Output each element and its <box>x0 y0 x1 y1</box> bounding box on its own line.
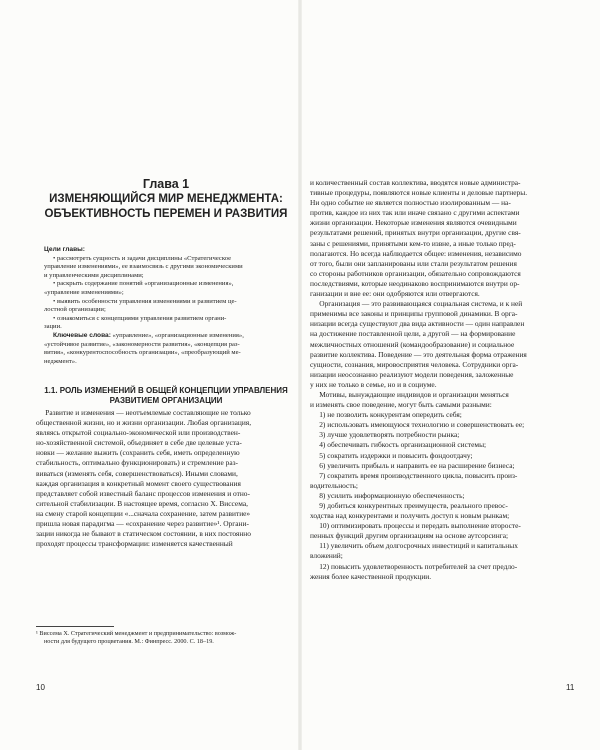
text-line: со стороны работников организации, обязательно сопровождаются <box>310 268 521 278</box>
goal-line: «управление изменениями»; <box>44 288 124 296</box>
keywords-line: «устойчивое развитие», «закономерности развития», «концепция раз- <box>44 340 240 348</box>
text-line: Развитие и изменения — неотъемлемые составляющие не только <box>36 408 251 417</box>
goal-line: • выявить особенности управления изменениями и развитием це- <box>53 297 237 305</box>
text-line: 9) добиться конкурентных преимуществ, реального превос- <box>310 501 508 510</box>
text-line: полагаются. Но всегда наблюдается общее: изменения, независимо <box>310 248 522 258</box>
text-line: межличностных отношений (командообразование) и социальное <box>310 339 515 349</box>
keywords-line: неджмент». <box>44 357 77 365</box>
text-line: представляет собой известный баланс процессов изменения и отно- <box>36 488 250 498</box>
goal-line: лостной организации; <box>44 306 106 314</box>
right-page <box>300 0 600 750</box>
text-line: новки — желание выжить (сохранить себя, иметь определенную <box>36 448 240 458</box>
page-number-right: 11 <box>566 683 575 692</box>
text-line: 11) увеличить объем долгосрочных инвестиций и капитальных <box>310 541 518 551</box>
text-line: и количественный состав коллектива, вводятся новые администра- <box>310 178 521 187</box>
goal-item <box>44 298 292 315</box>
section-heading <box>40 386 292 406</box>
text-line: на смену старой концепции «...сначала сохранение, затем развитие» <box>36 508 251 518</box>
text-line: 4) обеспечивать гибкость организационной системы; <box>310 440 487 450</box>
text-line: проходят процессы трансформации: изменяется качественный <box>36 539 233 549</box>
footnote-line: ¹ Виссема Х. Стратегический менеджмент и предпринимательство: возмож- <box>36 630 237 637</box>
text-line: у них не только в семье, но и в социуме. <box>310 379 437 389</box>
chapter-title-line: ОБЪЕКТИВНОСТЬ ПЕРЕМЕН И РАЗВИТИЯ <box>44 208 288 220</box>
footnote <box>36 630 292 646</box>
text-line: 3) лучше удовлетворять потребности рынка; <box>310 430 460 440</box>
text-line: стабильность, оптимально функционировать) и стремление раз- <box>36 458 238 468</box>
text-line: каждая организация в конкретный момент своего существования <box>36 478 241 488</box>
text-line: Мотивы, вынуждающие индивидов и организации меняться <box>310 389 509 399</box>
text-line: общественной жизни, но и жизни организации. Любая организация, <box>36 418 252 428</box>
keywords <box>44 332 292 366</box>
goals-heading: Цели главы: <box>44 246 85 253</box>
text-line: Организация — это развивающаяся социальная система, и к ней <box>310 299 523 309</box>
text-line: 12) повысить удовлетворенность потребителей за счет предло- <box>310 561 518 571</box>
chapter-goals <box>44 246 292 332</box>
text-line: результатами решений, принятых внутри организации, другие свя- <box>310 228 521 238</box>
text-line: Ни одно событие не является полностью изолированным — на- <box>310 198 511 208</box>
goal-line: • ознакомиться с концепциями управления развитием органи- <box>53 314 227 322</box>
text-line: сущности, сознания, мировосприятия человека. Сотрудники орга- <box>310 359 519 369</box>
goal-item <box>44 255 292 281</box>
text-line: последствиями, которые неодинаково воспринимаются внутри ор- <box>310 278 520 288</box>
text-line: пенных функций другим организациям на основе аутсорсинга; <box>310 531 509 541</box>
text-line: водительность; <box>310 480 358 490</box>
section-heading-line: РАЗВИТИЕМ ОРГАНИЗАЦИИ <box>109 396 223 405</box>
goal-line: • раскрыть содержание понятий «организационные изменения», <box>53 280 234 288</box>
goal-item <box>44 315 292 332</box>
text-line: применимы все законы и принципы групповой динамики. В орга- <box>310 309 518 319</box>
text-line: жения более качественной продукции. <box>310 571 432 581</box>
text-line: но-хозяйственной системой, объединяет в себе две целевые уста- <box>36 438 242 448</box>
footnote-rule <box>36 626 114 627</box>
text-line: ганизации и вне ее: они одобряются или отвергаются. <box>310 289 480 299</box>
text-line: против, каждое из них так или иначе связано с другими аспектами <box>310 208 520 218</box>
goal-item <box>44 280 292 297</box>
text-line: являясь открытой социально-экономической или производствен- <box>36 428 241 438</box>
page-number-left: 10 <box>36 683 45 692</box>
text-line: развитие коллектива. Поведение — это деятельная форма отражения <box>310 349 527 359</box>
keywords-line: вития», «конкурентоспособность организации», «преобразующий ме- <box>44 349 241 357</box>
left-body-text <box>36 408 292 549</box>
text-line: 8) усилить информационную обеспеченность; <box>310 490 465 500</box>
text-line: сительной стабилизации. В настоящее время, согласно Х. Виссема, <box>36 498 248 508</box>
text-line: зации никогда не бывают в статическом состоянии, в них постоянно <box>36 529 251 539</box>
footnote-line: ности для будущего процветания. М.: Финпресс. 2000. С. 18–19. <box>44 638 214 645</box>
text-line: 7) сократить время производственного цикла, повысить произ- <box>310 470 518 480</box>
text-line: 2) использовать имеющуюся технологию и совершенствовать ее; <box>310 420 525 430</box>
text-line: ходства над конкурентами и получить доступ к новым рынкам; <box>310 511 510 521</box>
goal-line: зации. <box>44 323 62 331</box>
text-line: на достижение поставленной цели, а другой — на формирование <box>310 329 516 339</box>
section-heading-line: 1.1. РОЛЬ ИЗМЕНЕНИЙ В ОБЩЕЙ КОНЦЕПЦИИ УПРАВЛЕНИЯ <box>44 386 288 395</box>
right-body-text <box>310 178 572 582</box>
text-line: и изменять свое поведение, могут быть самыми разными: <box>310 400 492 410</box>
keywords-line: «управление», «организационные изменения», <box>110 332 244 339</box>
goal-line: • рассмотреть сущность и задачи дисциплины «Стратегическое <box>53 254 232 262</box>
chapter-title-line: ИЗМЕНЯЮЩИЙСЯ МИР МЕНЕДЖМЕНТА: <box>49 193 283 205</box>
text-line: 10) оптимизировать процессы и передать выполнение второсте- <box>310 521 521 531</box>
goal-line: и управленческими дисциплинами; <box>44 271 144 279</box>
text-line: 1) не позволить конкурентам опередить себя; <box>310 410 462 420</box>
chapter-label: Глава 1 <box>142 177 190 191</box>
text-line: жизни организации. Некоторые изменения являются очевидными <box>310 218 517 228</box>
keywords-label: Ключевые слова: <box>53 332 111 339</box>
text-line: заны с решениями, принятыми кем-то извне, а иные только пред- <box>310 238 516 248</box>
text-line: пришла новая парадигма — «сохранение через развитие»¹. Органи- <box>36 519 249 529</box>
text-line: виваться (изменять себя, совершенствоваться). Иными словами, <box>36 468 238 478</box>
chapter-title <box>40 192 292 222</box>
text-line: 6) увеличить прибыль и направить ее на расширение бизнеса; <box>310 460 515 470</box>
text-line: низации неосознанно реализуют модели поведения, заложенные <box>310 369 514 379</box>
text-line: низации всегда существуют два вида активности — один направлен <box>310 319 525 329</box>
goal-line: управление изменениями», ее взаимосвязь с другими экономическими <box>44 263 243 271</box>
text-line: тивные процедуры, появляются новые клиенты и деловые партнеры. <box>310 188 528 198</box>
text-line: вложений; <box>310 551 343 561</box>
text-line: от того, были они запланированы или стали результатом решения <box>310 258 517 268</box>
text-line: 5) сократить издержки и повысить фондоотдачу; <box>310 450 473 460</box>
